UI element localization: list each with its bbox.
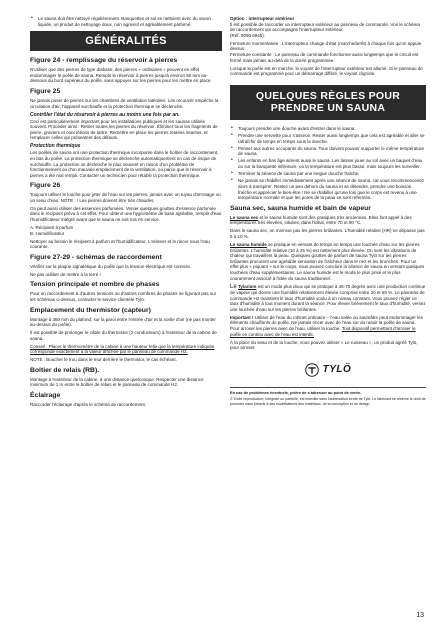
brand-logo [230, 363, 426, 377]
fig25-heading: Figure 25 [30, 87, 61, 95]
right-column [230, 16, 426, 408]
rule-item: • Terminer la séance de sauna par une longue douche fraîche. [230, 171, 426, 177]
rule-item: • Prendre une serviette pour s'asseoir. Rester aussi longtemps que cela est agréable et aller se rafraîchir de temps en temps sous la douche. [230, 133, 426, 144]
ladle-alternative-text: À la place du seau et de la louche, vous pouvez utiliser « Le ruisseau », un produit agréé Tylö, pour arroser. [230, 339, 418, 351]
option-text: Il est possible de raccorder un interrupteur extérieur au panneau de commande. Voir le schéma de raccordement qui accompagne l'interrupteur extérieur. [230, 21, 420, 33]
tylo-logo-icon [305, 363, 319, 377]
rule-item: • Toujours prendre une douche avant d'entrer dans le sauna. [230, 126, 426, 132]
dry-sauna-lead: Le sauna sec [230, 214, 259, 220]
footer-copyright: © Toute reproduction, intégrale ou partielle, est interdite sans l'autorisation écrite de Tylö. Le fabricant se réserve le droit de procéder sans préavis à des modifications des matériaux, de la conception et du design. [230, 397, 426, 406]
tylarium-lead: Tylarium [237, 283, 257, 289]
sauna-rules-list [230, 126, 426, 201]
footer-divider [230, 387, 426, 388]
relay-heading: Boîtier de relais (RB). [30, 366, 100, 374]
option-ref: (Réf. 9090 6945). [230, 32, 266, 38]
fig26-item-a: A. Récipient à parfum [30, 225, 74, 231]
indicator-lamp-text: Lorsque le poêle est en marche, le voyant de l'interrupteur extérieur est allumé. Si le panneau de commande est programmé pour un démarrage différé, le voyant clignote. [230, 65, 423, 77]
fig26-text-3: Nettoyer au besoin le récipient à parfum et l'humidificateur. L'enlever et le rincer sous l'eau courante. [30, 238, 210, 250]
tylarium-body: est un mode plus doux qui se pratique à 45-70 degrés avec une production continue de vapeur qui donne une humidité relativement élevée comprise entre 20 et 65 %. Le panneau de commande H2 maintient le taux d'humidité voulu à un niveau constant. Vous pouvez régler ce taux d'humidité à tout moment durant la séance. Pour élever brièvement le taux d'humidité, versez une louchée d'eau sur les pierres brûlantes. [230, 283, 426, 312]
fig26-item-b: B. Humidificateur [30, 230, 65, 236]
thermistor-text-2: Il est possible de prolonger le câble du thermistor (2 conducteurs) à l'extérieur de la cabine de sauna. [30, 330, 217, 341]
fig25-text: Ne jamais poser de pierres sur les chambres de ventilation latérales. Les recouvrir empêche la circulation d'air, l'appareil surchauffe et la protection thermique se déclenche. [30, 97, 219, 109]
rule-item: • Les enfants en bas âge aiment aussi le sauna. Les laisser jouer au sol avec un baquet d'eau ou sur la banquette inférieure, où la température est plus basse, mais toujours les surveiller. [230, 158, 426, 169]
control-text: Ceci est particulièrement important pour les installations publiques et les saunas utilisés souvent. Procéder ainsi : Retirer toutes les pierres du réservoir. Éliminer tous les fragments de pierre, graviers et concrétions de tartre. Remettre en place les pierres restées intactes, et remplacer celles qui présentent des défauts. [30, 118, 218, 141]
fig24-text: N'utiliser que des pierres de type diabase, des pierres « ordinaires » peuvent en effet endommager le poêle de sauna. Remplir le réservoir à pierres jusqu'à environ 50 mm au-dessous du bord supérieur du poêle, sans appuyer sur les pierres pour les mettre en place. [30, 67, 212, 84]
control-heading: Contrôler l'état du réservoir à pierres au moins une fois par an. [30, 111, 180, 118]
page-number: 13 [416, 612, 424, 619]
fig27-text-2: Ne pas oublier de mettre à la terre ! [30, 271, 101, 277]
lighting-text: Raccorder l'éclairage d'après le schéma de raccordement. [30, 402, 147, 408]
tension-heading: Tension principale et nombre de phases [30, 281, 160, 289]
thermal-text: Les poêles de sauna ont une protection thermique incorporée dans le boîtier de raccordement, en bas du poêle. La protection thermique se déclenche automatiquement en cas de risque de surchauffe. La protection se déclenche le plus souvent en raison d'un problème de fonctionnement ou d'un mauvais emplacement de la ventilation, ou parce que le réservoir à pierres a été mal rempli. Contacter un technicien pour rétablir la protection thermique. [30, 150, 219, 178]
tylarium-prefix: Le [230, 283, 237, 290]
thermistor-note: NOTE : Boucher le trou dans le mur derrière le thermistor, le cas échéant. [30, 357, 177, 363]
dry-sauna-body: et le sauna humide sont des pratiques très anciennes. Elles font appel à des températures très élevées, situées, dans l'idéal, entre 70 et 90 °C. [230, 214, 412, 226]
generalities-banner: GÉNÉRALITÉS [30, 31, 222, 51]
relay-text: Montage à l'extérieur de la cabine, à une distance quelconque. Respecter une distance minimum de 1 m entre le boîtier de relais et le panneau de commande H2. [30, 376, 204, 388]
momentary-closure: Fermeture momentanée : L'interrupteur change d'état (marche/arrêt) à chaque fois qu'on appuie dessus. [230, 40, 422, 52]
tylarium-text [230, 284, 426, 313]
fig27-heading: Figure 27-29 - schémas de raccordement [30, 253, 162, 261]
dry-sauna-text [230, 215, 426, 226]
option-heading: Option : interrupteur extérieur [230, 16, 295, 21]
fig26-text-2: On peut aussi utiliser des essences parfumées. Verser quelques gouttes d'essence parfumée dans le récipient prévu à cet effet. Pour obtenir une hygrométrie de base agréable, remplir d'eau l'humidificateur intégré avant que le sauna ne soit mis en service. [30, 205, 222, 223]
humid-sauna-lead: Le sauna humide [230, 241, 267, 247]
dry-sauna-text-2: Dans le sauna sec, on n'arrose pas les pierres brûlantes. L'humidité relative (HR) ne dépasse pas 5 à 10 %. [230, 228, 425, 239]
thermistor-heading: Emplacement du thermistor (capteur) [30, 306, 151, 314]
tension-text: Pour un raccordement à d'autres tensions ou d'autres nombres de phases ne figurant pas sur les schémas ci-dessus, contacter le service clientèle Tylö. [30, 291, 217, 302]
thermistor-text-1: Montage à 360 mm du plafond, sur la paroi entre l'entrée d'air et la sortie d'air (ne pas monter au-dessus du poêle). [30, 316, 216, 328]
thermistor-advice: Conseil : Placer le thermomètre de la cabine à une hauteur telle que la température indiquée corresponde exactement à la valeur affichée par le panneau de commande H2. [30, 343, 215, 355]
fig26-text-1: Toujours utiliser le louche pour jeter de l'eau sur les pierres, jamais avec un tuyau d'arrosage ou un seau d'eau. NOTE : ! Les pierres doivent être très chaudes. [30, 192, 221, 203]
humid-sauna-text [230, 242, 426, 281]
brand-wordmark: TYLÖ [322, 364, 352, 376]
rule-item: • Penser aux autres occupants du sauna. Tous doivent pouvoir supporter le même température de sauna. [230, 146, 426, 157]
fig26-heading: Figure 26 [30, 182, 61, 190]
important-tail: Tout dispositif permettant d'arroser le poêle en continu avec de l'eau est interdit. [230, 326, 416, 337]
sauna-rules-banner: QUELQUES RÈGLES POUR PRENDRE UN SAUNA [230, 85, 426, 120]
constant-closure: Fermeture constante : Le panneau de commande fonctionne aussi longtemps que le circuit est fermé mais jamais au-delà de la durée programmée. [230, 51, 419, 63]
sauna-types-heading: Sauna sec, sauna humide et bain de vapeur [230, 204, 371, 212]
fig27-text-1: Vérifier sur la plaque signalétique du poêle que la tension électrique est correcte. [30, 263, 192, 269]
important-text [230, 315, 426, 337]
lighting-heading: Éclairage [30, 392, 61, 400]
left-column [30, 16, 222, 410]
important-lead: Important ! [230, 314, 254, 320]
important-body: Utiliser de l'eau du robinet ordinaire – l'eau salée ou saumâtre peut endommager les éléments chauffants du poêle. Ne jamais rincer avec de l'eau sur du rasoir la poêle de sauna. Pour arroser les pierres avec de l'eau, utiliser la louche. [230, 314, 423, 332]
humid-sauna-body: se pratique en versant de temps en temps une louchée d'eau sur les pierres brûlantes. L'humidité relative (10 à 25 %) est nettement plus élevée. On sent les vibrations de chaleur qui travaillent la peau. Quelques gouttes de parfum de sauna Tylö sur les pierres brûlantes procurent une agréable sensation de fraîcheur dans le nez et les bronches. Pour un effet plus « piquant » sur le corps, vous pouvez conclure la séance de sauna en versant quelques louchées d'eau supplémentaires. Le sauna humide est le mode le plus prisé et le plus couramment associé à l'idée du sauna traditionnel. [230, 241, 425, 281]
rule-item: • Ne jamais se rhabiller immédiatement après une séance de sauna, car vous recommenceriez alors à transpirer. Restez un peu dehors du sauna et se détendre, prendre une boisson fraîche et apprécier le bien-être ! Ne se rhabiller qu'une fois que le corps est revenu à une température normale et que les pores de la peau se sont refermés. [230, 178, 426, 200]
footer-contact-note: En cas de problèmes éventuels, prière de s'adresser au point de vente. [230, 389, 362, 395]
intro-bullet: • Le sauna doit être nettoyé régulièrement. Banquettes et sol se nettoient avec du savon liquide, un produit de nettoyage doux, non agressif et agréablement parfumé. [30, 16, 222, 27]
intro-bullets [30, 16, 222, 27]
fig24-heading: Figure 24 - remplissage du réservoir à pierres [30, 57, 178, 65]
thermal-heading: Protection thermique [30, 143, 81, 150]
